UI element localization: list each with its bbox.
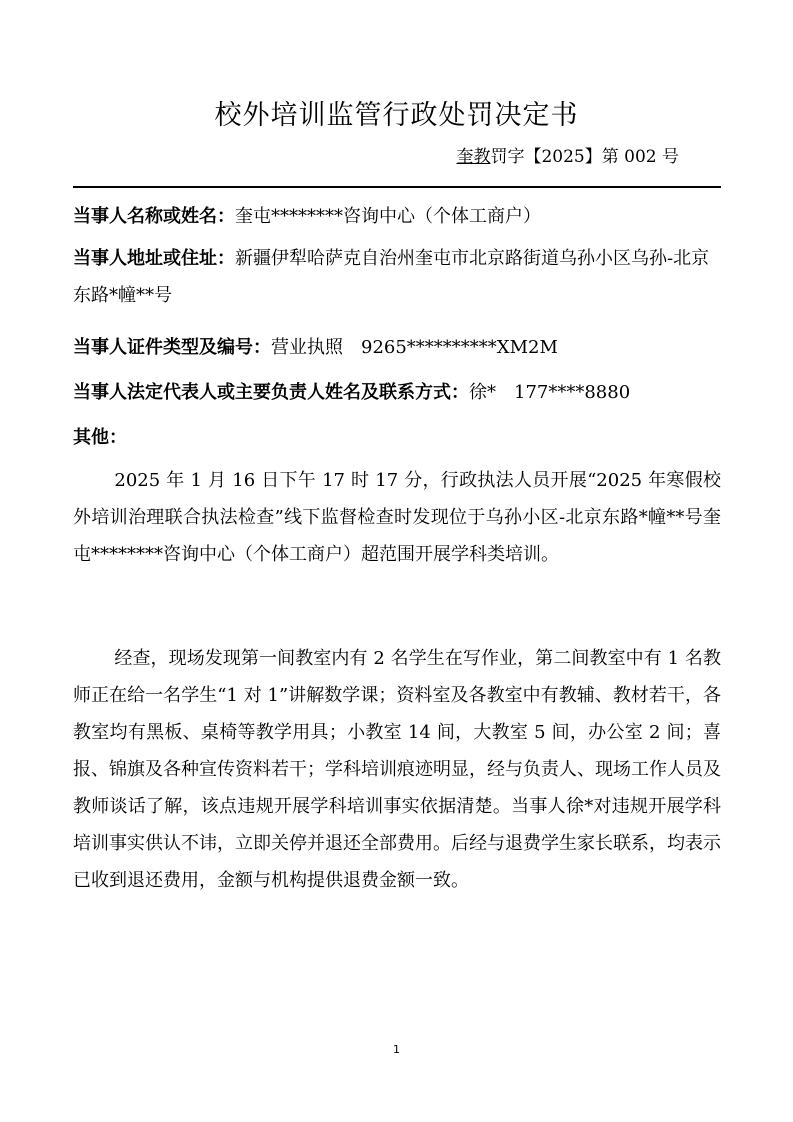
party-name-label: 当事人名称或姓名：	[73, 206, 235, 227]
document-number-suffix: 罚字【2025】第 002 号	[490, 147, 679, 167]
party-id-value: 营业执照 9265**********XM2M	[271, 337, 558, 358]
party-id-label: 当事人证件类型及编号：	[73, 337, 271, 358]
other-label: 其他：	[73, 427, 127, 448]
party-representative-label: 当事人法定代表人或主要负责人姓名及联系方式：	[73, 382, 469, 403]
party-name-field	[73, 198, 721, 235]
other-field	[73, 419, 721, 456]
page-number: 1	[393, 1043, 400, 1056]
party-representative-value: 徐* 177****8880	[469, 382, 631, 403]
party-representative-field	[73, 374, 721, 411]
header-divider	[73, 186, 721, 188]
document-number-prefix: 奎教	[456, 147, 491, 167]
party-name-value: 奎屯********咨询中心（个体工商户）	[235, 206, 541, 227]
body-paragraph-2: 经查，现场发现第一间教室内有 2 名学生在写作业，第二间教室中有 1 名教师正在给一名学生“1 对 1”讲解数学课；资料室及各教室中有教辅、教材若干，各教室均有黑板、桌椅等教学用具；小教室 14 间，大教室 5 间，办公室 2 间；喜报、锦旗及各种宣传资料若干；学科培训痕迹明显，经与负责人、现场工作人员及教师谈话了解，该点违规开展学科培训事实依据清楚。当事人徐*对违规开展学科培训事实供认不讳，立即关停并退还全部费用。后经与退费学生家长联系，均表示已收到退还费用，金额与机构提供退费金额一致。	[73, 648, 721, 891]
party-address-value: 新疆伊犁哈萨克自治州奎屯市北京路街道乌孙小区乌孙-北京东路*幢**号	[73, 248, 710, 306]
party-id-field	[73, 329, 721, 366]
document-title: 校外培训监管行政处罚决定书	[214, 100, 579, 131]
party-address-field	[73, 240, 721, 314]
body-paragraph-1: 2025 年 1 月 16 日下午 17 时 17 分，行政执法人员开展“2025 年寒假校外培训治理联合执法检查”线下监督检查时发现位于乌孙小区-北京东路*幢**号奎屯********咨询中心（个体工商户）超范围开展学科类培训。	[73, 470, 721, 565]
document-number	[456, 144, 679, 170]
party-address-label: 当事人地址或住址：	[73, 248, 235, 269]
